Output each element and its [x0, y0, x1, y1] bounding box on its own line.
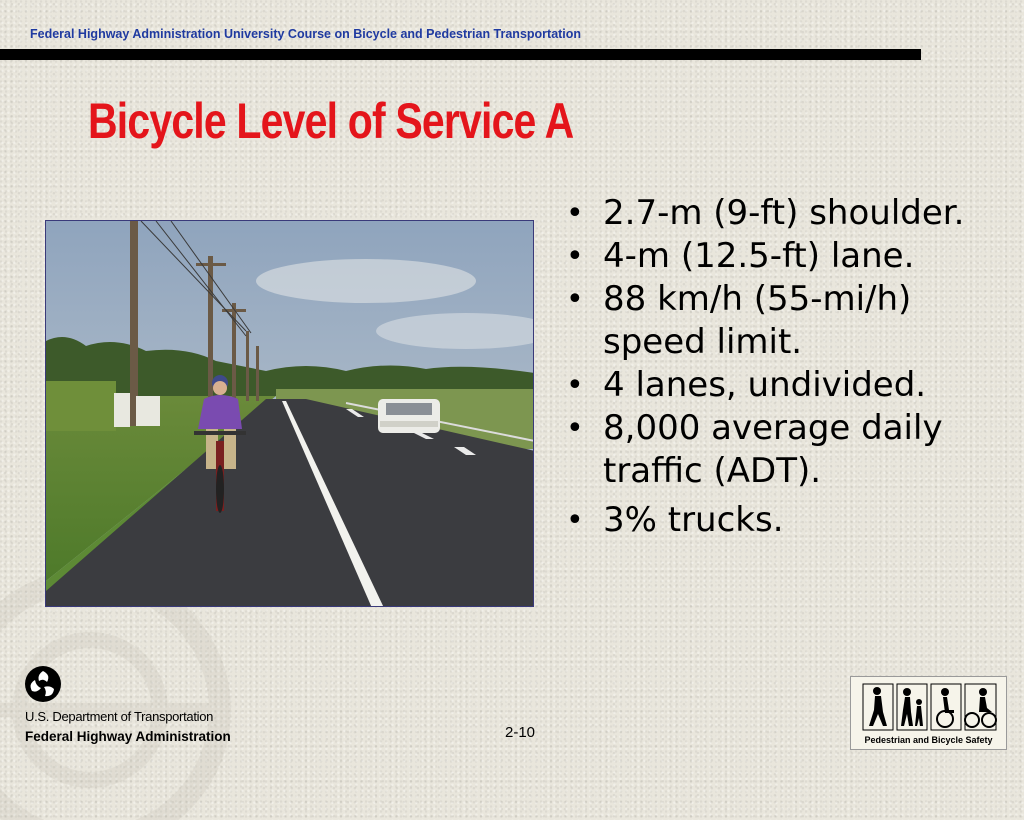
fhwa-name-text: Federal Highway Administration: [25, 729, 231, 744]
bullet-text: 8,000 average daily: [603, 408, 943, 448]
service-criteria-list: [566, 192, 1006, 542]
bullet-text: 4-m (12.5-ft) lane.: [603, 236, 915, 276]
bullet-item: [566, 192, 1006, 235]
bullet-item: [566, 364, 1006, 407]
course-header-text: Federal Highway Administration University Course on Bicycle and Pedestrian Transportation: [30, 27, 582, 41]
dot-department-text: U.S. Department of Transportation: [25, 709, 214, 724]
bullet-item: [566, 499, 1006, 542]
bullet-glyph: •: [566, 411, 584, 446]
bullet-glyph: •: [566, 239, 584, 274]
bullet-glyph: •: [566, 282, 584, 317]
bullet-text-continued: speed limit.: [603, 322, 803, 362]
header-divider-bar: [0, 49, 921, 60]
pedestrian-bicycle-safety-badge: [850, 676, 1007, 750]
bullet-text: 2.7-m (9-ft) shoulder.: [603, 193, 965, 233]
pedestrian-bicycle-safety-icon: [861, 682, 998, 732]
bullet-text: 3% trucks.: [603, 500, 784, 540]
dot-triskelion-logo-icon: [24, 665, 62, 703]
safety-badge-label: Pedestrian and Bicycle Safety: [864, 735, 993, 745]
bullet-text: 4 lanes, undivided.: [603, 365, 927, 405]
bullet-glyph: •: [566, 196, 584, 231]
bullet-glyph: •: [566, 368, 584, 403]
page-number: 2-10: [505, 724, 536, 741]
slide-title: Bicycle Level of Service A: [88, 93, 574, 149]
bullet-item: [566, 278, 1006, 364]
bullet-item: [566, 407, 1006, 493]
cyclist-road-photo: [45, 220, 534, 607]
bullet-glyph: •: [566, 503, 584, 538]
bullet-text-continued: traffic (ADT).: [603, 451, 822, 491]
bullet-item: [566, 235, 1006, 278]
bullet-text: 88 km/h (55-mi/h): [603, 279, 912, 319]
